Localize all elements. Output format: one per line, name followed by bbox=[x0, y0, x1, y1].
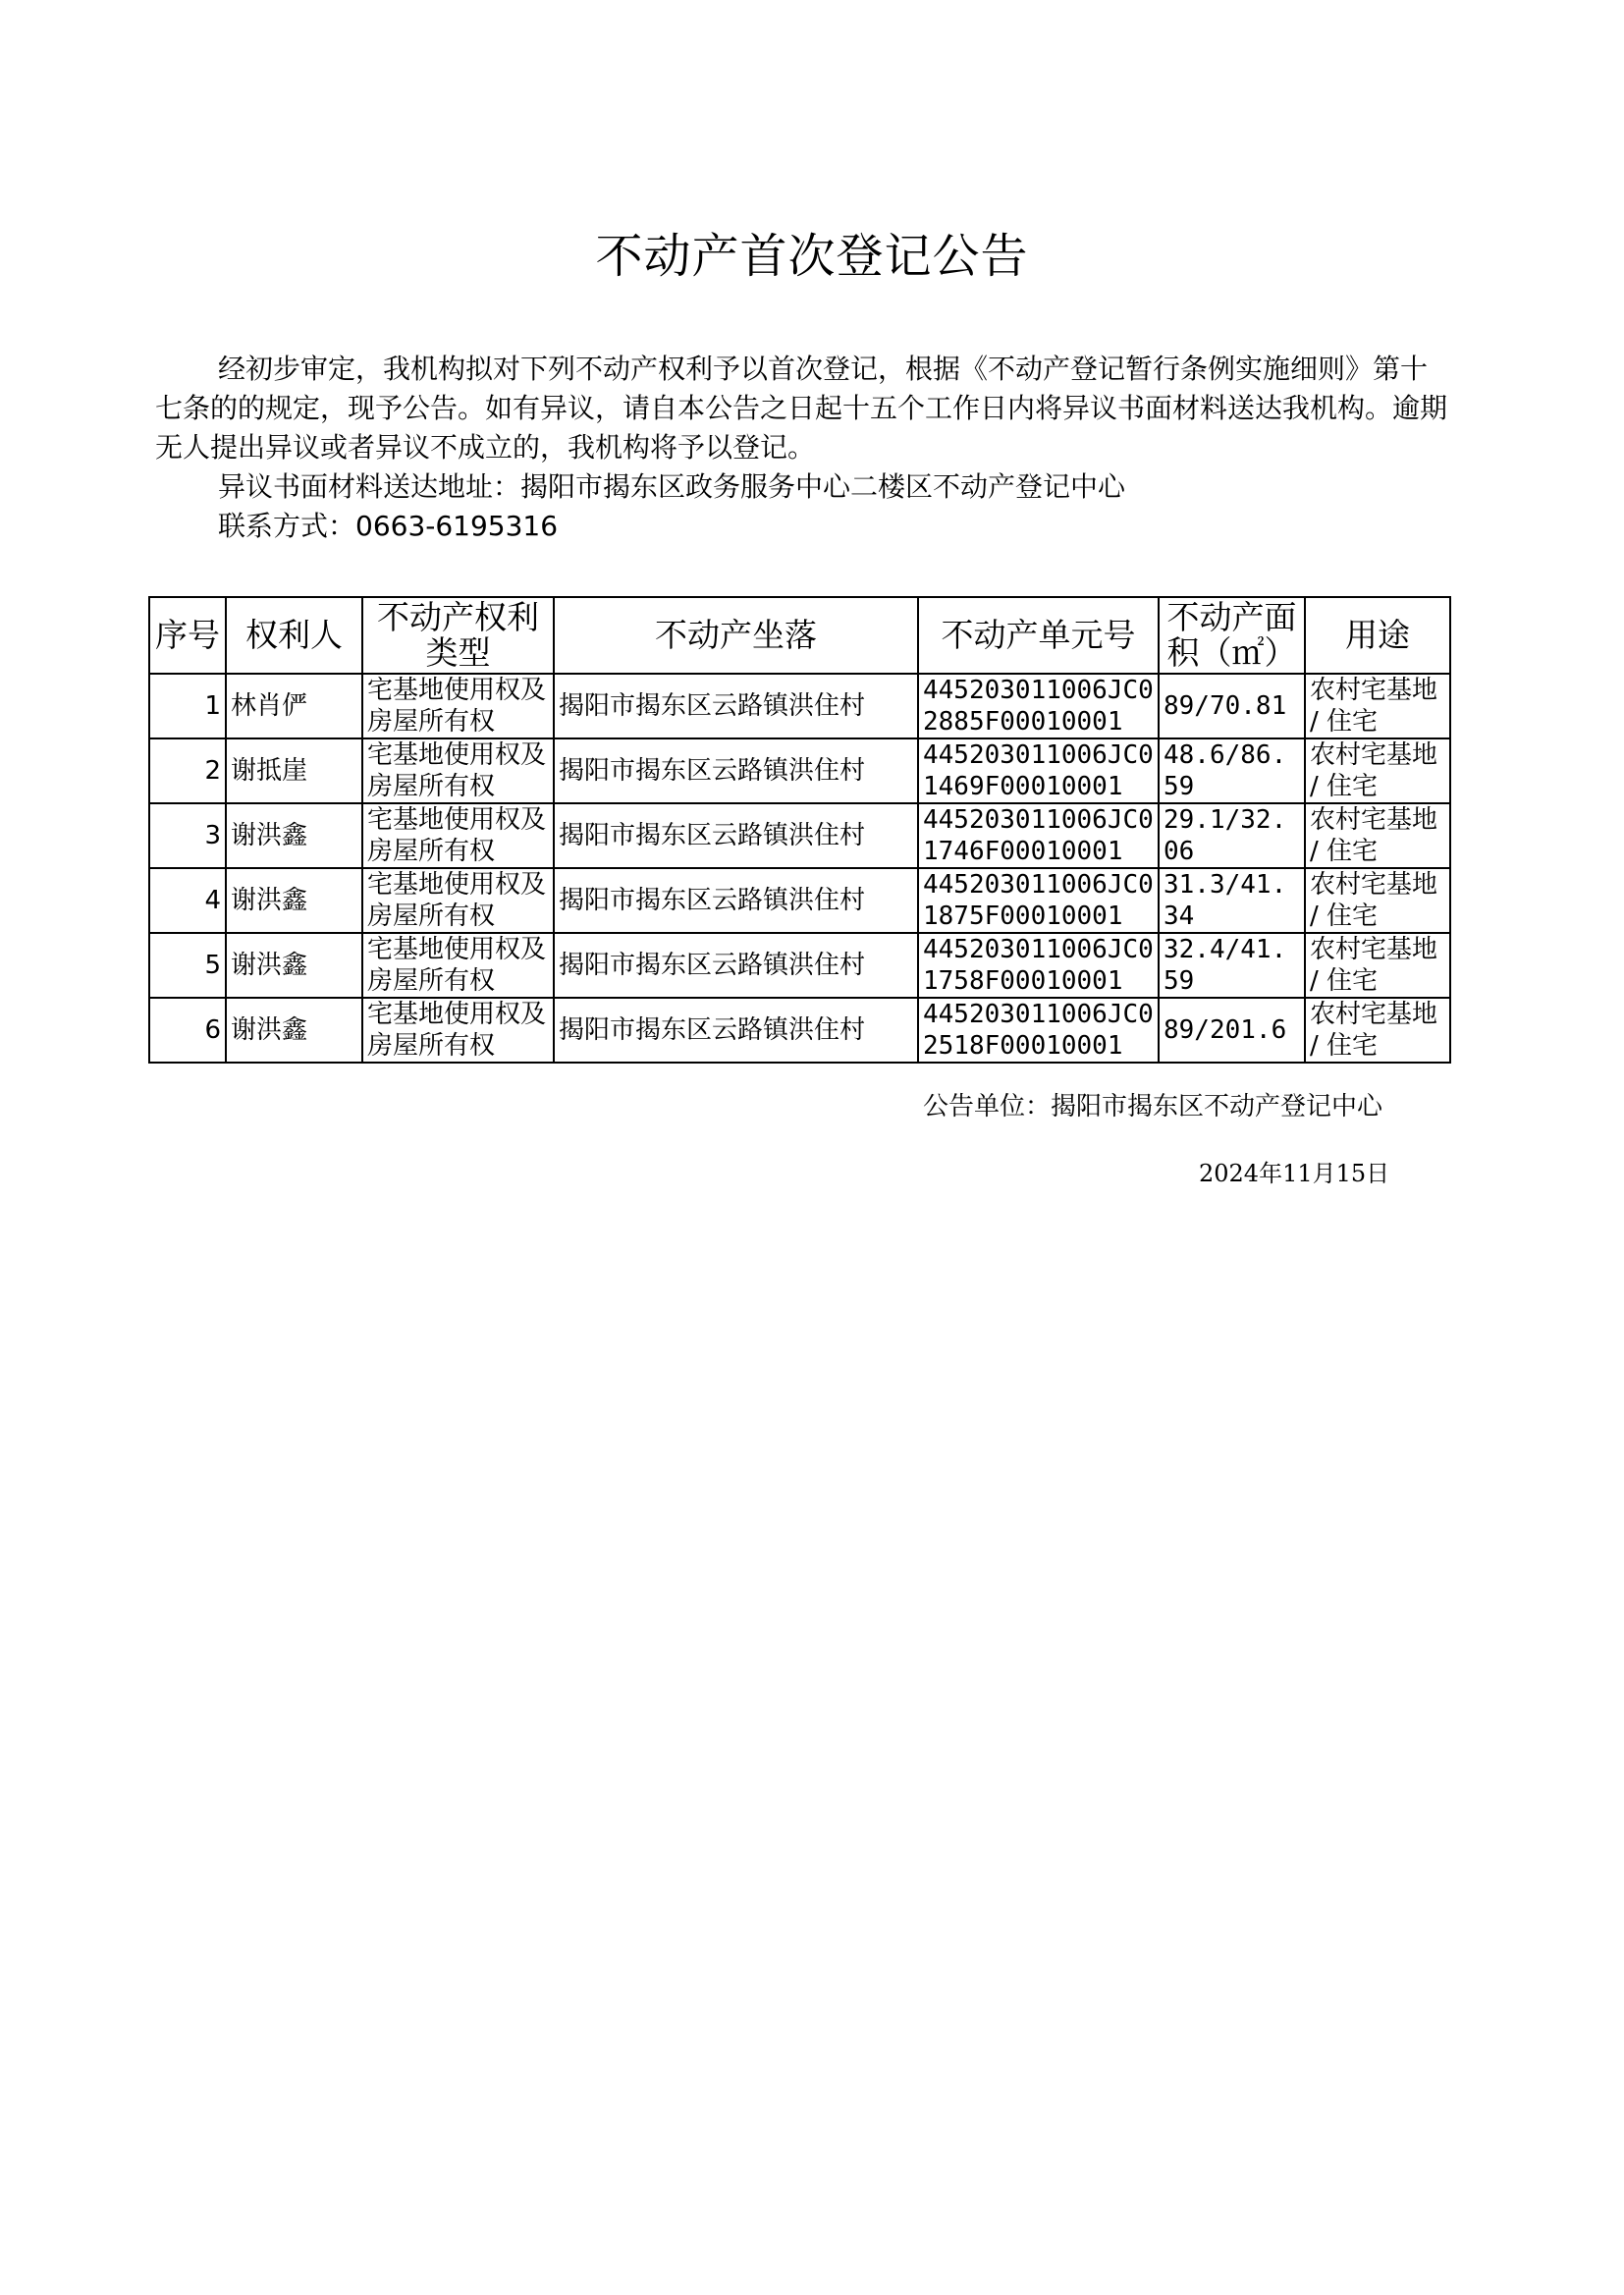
cell-right-type: 宅基地使用权及房屋所有权 bbox=[362, 868, 554, 933]
cell-location: 揭阳市揭东区云路镇洪住村 bbox=[554, 998, 918, 1063]
cell-location: 揭阳市揭东区云路镇洪住村 bbox=[554, 803, 918, 868]
cell-unit-no: 445203011006JC01746F00010001 bbox=[918, 803, 1159, 868]
table-row bbox=[149, 674, 1450, 738]
cell-unit-no: 445203011006JC01758F00010001 bbox=[918, 933, 1159, 998]
header-cell-no: 序号 bbox=[149, 597, 226, 674]
registration-table bbox=[148, 596, 1451, 1064]
cell-use: 农村宅基地 / 住宅 bbox=[1305, 998, 1450, 1063]
cell-area: 48.6/86.59 bbox=[1159, 738, 1305, 803]
cell-location: 揭阳市揭东区云路镇洪住村 bbox=[554, 868, 918, 933]
cell-no: 4 bbox=[149, 868, 226, 933]
cell-use: 农村宅基地 / 住宅 bbox=[1305, 803, 1450, 868]
header-cell-unit-no: 不动产单元号 bbox=[918, 597, 1159, 674]
header-cell-location: 不动产坐落 bbox=[554, 597, 918, 674]
cell-unit-no: 445203011006JC01469F00010001 bbox=[918, 738, 1159, 803]
objection-address: 异议书面材料送达地址：揭阳市揭东区政务服务中心二楼区不动产登记中心 bbox=[218, 470, 1126, 503]
table-row bbox=[149, 933, 1450, 998]
intro-section bbox=[155, 350, 1451, 546]
table-row bbox=[149, 998, 1450, 1063]
cell-unit-no: 445203011006JC02885F00010001 bbox=[918, 674, 1159, 738]
table-row bbox=[149, 803, 1450, 868]
cell-right-type: 宅基地使用权及房屋所有权 bbox=[362, 738, 554, 803]
cell-no: 6 bbox=[149, 998, 226, 1063]
cell-owner: 谢洪鑫 bbox=[226, 998, 362, 1063]
page-title: 不动产首次登记公告 bbox=[595, 229, 1029, 284]
cell-owner: 林肖俨 bbox=[226, 674, 362, 738]
cell-use: 农村宅基地 / 住宅 bbox=[1305, 738, 1450, 803]
cell-owner: 谢洪鑫 bbox=[226, 803, 362, 868]
cell-unit-no: 445203011006JC01875F00010001 bbox=[918, 868, 1159, 933]
cell-area: 29.1/32.06 bbox=[1159, 803, 1305, 868]
issue-date: 2024年11月15日 bbox=[1199, 1160, 1390, 1187]
cell-location: 揭阳市揭东区云路镇洪住村 bbox=[554, 933, 918, 998]
header-cell-right-type: 不动产权利类型 bbox=[362, 597, 554, 674]
cell-right-type: 宅基地使用权及房屋所有权 bbox=[362, 998, 554, 1063]
intro-paragraph: 经初步审定，我机构拟对下列不动产权利予以首次登记，根据《不动产登记暂行条例实施细则》第十七条的的规定，现予公告。如有异议，请自本公告之日起十五个工作日内将异议书面材料送达我机构。逾期无人提出异议或者异议不成立的，我机构将予以登记。 bbox=[155, 353, 1448, 464]
cell-right-type: 宅基地使用权及房屋所有权 bbox=[362, 933, 554, 998]
header-cell-area: 不动产面积（㎡） bbox=[1159, 597, 1305, 674]
cell-no: 1 bbox=[149, 674, 226, 738]
cell-area: 89/201.6 bbox=[1159, 998, 1305, 1063]
cell-owner: 谢洪鑫 bbox=[226, 868, 362, 933]
header-cell-owner: 权利人 bbox=[226, 597, 362, 674]
cell-use: 农村宅基地 / 住宅 bbox=[1305, 674, 1450, 738]
table-header-row bbox=[149, 597, 1450, 674]
cell-no: 3 bbox=[149, 803, 226, 868]
cell-owner: 谢洪鑫 bbox=[226, 933, 362, 998]
cell-use: 农村宅基地 / 住宅 bbox=[1305, 933, 1450, 998]
table-row bbox=[149, 868, 1450, 933]
cell-use: 农村宅基地 / 住宅 bbox=[1305, 868, 1450, 933]
cell-right-type: 宅基地使用权及房屋所有权 bbox=[362, 803, 554, 868]
cell-location: 揭阳市揭东区云路镇洪住村 bbox=[554, 738, 918, 803]
cell-area: 32.4/41.59 bbox=[1159, 933, 1305, 998]
contact-info: 联系方式：0663-6195316 bbox=[218, 510, 559, 542]
cell-right-type: 宅基地使用权及房屋所有权 bbox=[362, 674, 554, 738]
cell-no: 5 bbox=[149, 933, 226, 998]
cell-owner: 谢抵崖 bbox=[226, 738, 362, 803]
cell-area: 89/70.81 bbox=[1159, 674, 1305, 738]
cell-unit-no: 445203011006JC02518F00010001 bbox=[918, 998, 1159, 1063]
cell-location: 揭阳市揭东区云路镇洪住村 bbox=[554, 674, 918, 738]
header-cell-use: 用途 bbox=[1305, 597, 1450, 674]
issuing-unit: 公告单位：揭阳市揭东区不动产登记中心 bbox=[923, 1092, 1383, 1121]
table-row bbox=[149, 738, 1450, 803]
cell-no: 2 bbox=[149, 738, 226, 803]
cell-area: 31.3/41.34 bbox=[1159, 868, 1305, 933]
